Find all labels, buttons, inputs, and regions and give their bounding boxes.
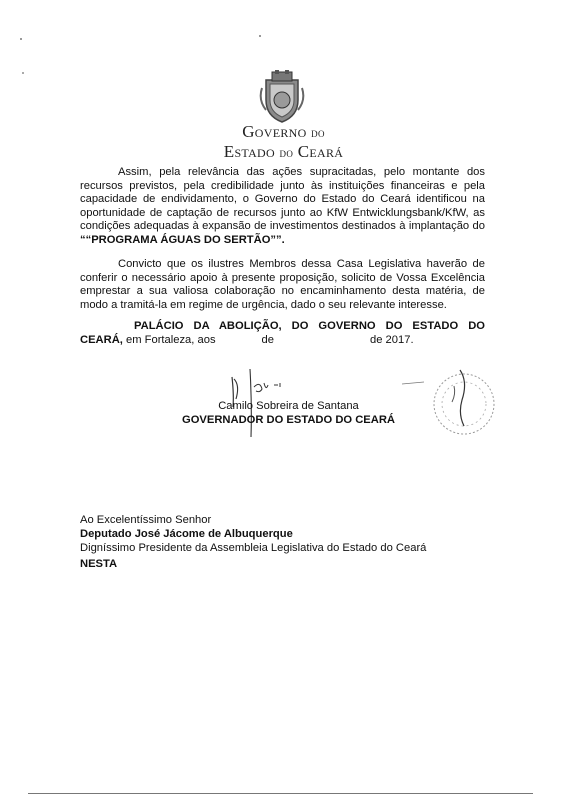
recipient-name: Deputado José Jácome de Albuquerque bbox=[80, 528, 293, 540]
stray-mark bbox=[20, 38, 22, 40]
header-estado bbox=[0, 142, 567, 162]
salutation: Ao Excelentíssimo Senhor bbox=[80, 514, 212, 526]
header-initial: G bbox=[242, 122, 255, 141]
stray-mark bbox=[22, 72, 24, 74]
recipient-title: Digníssimo Presidente da Assembleia Legislativa do Estado do Ceará bbox=[80, 542, 427, 554]
header-small: do bbox=[279, 145, 294, 160]
header-small: do bbox=[311, 125, 325, 140]
header-word: stado bbox=[234, 142, 275, 161]
paragraph-text: Assim, pela relevância das ações supracitadas, pelo montante dos recursos previstos, pela credibilidade junto às instituições financeiras e pela capacidade de endividamento, o Governo do Estado do Ceará identificou na oportunidade de captação de recursos junto ao KfW Entwicklungsbank/KfW, as condições adequadas à expansão de investimentos destinados à implantação do bbox=[80, 166, 485, 233]
paragraph-relevance bbox=[80, 166, 485, 248]
coat-of-arms-icon bbox=[258, 70, 306, 124]
recipient-location: NESTA bbox=[80, 558, 118, 570]
palace-place: em Fortaleza, aos bbox=[126, 333, 216, 346]
footer-divider bbox=[28, 793, 533, 794]
palace-de: de bbox=[261, 333, 274, 346]
program-name: ““PROGRAMA ÁGUAS DO SERTÃO””. bbox=[80, 233, 285, 246]
header-initial: C bbox=[297, 142, 310, 161]
palace-ceara: CEARÁ, bbox=[80, 333, 123, 346]
signatory-title: GOVERNADOR DO ESTADO DO CEARÁ bbox=[182, 414, 395, 426]
header-word: overno bbox=[254, 122, 307, 141]
signatory-name: Camilo Sobreira de Santana bbox=[218, 400, 359, 412]
stray-mark bbox=[259, 35, 261, 37]
palace-year: de 2017. bbox=[370, 333, 414, 346]
paragraph-request: Convicto que os ilustres Membros dessa Casa Legislativa haverão de conferir o necessário apoio à presente proposição, solicito de Vossa Excelência emprestar a sua valiosa colaboração no encaminhamento desta matéria, de modo a tramitá-la em regime de urgência, dado o seu relevante interesse. bbox=[80, 258, 485, 311]
paragraph-palace bbox=[80, 320, 485, 347]
header-governo bbox=[0, 122, 567, 142]
header-word: eará bbox=[309, 142, 344, 161]
palace-line: PALÁCIO DA ABOLIÇÃO, DO GOVERNO DO ESTADO DO bbox=[134, 320, 485, 332]
header-initial: E bbox=[223, 142, 235, 161]
